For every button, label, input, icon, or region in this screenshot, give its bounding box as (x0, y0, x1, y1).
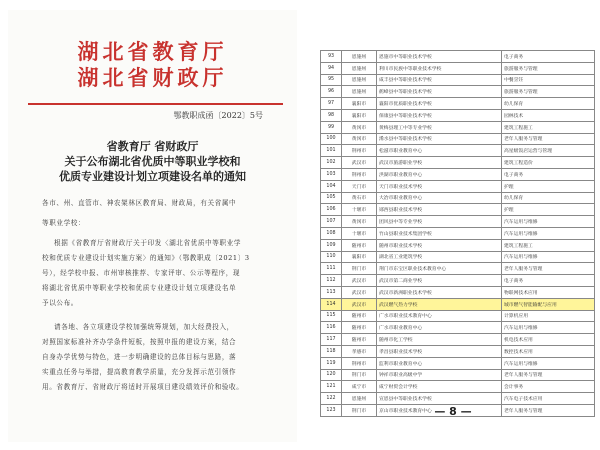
table-cell: 老年人服务与管理 (502, 133, 595, 145)
table-cell: 荆门市 (342, 369, 377, 381)
table-cell: 高星级饭店运营与管理 (502, 145, 595, 157)
table-row (321, 157, 595, 169)
table-cell: 宣恩县中等职业技术学校 (377, 393, 502, 405)
table-row (321, 168, 595, 180)
table-cell: 武汉市第二商业学校 (377, 275, 502, 287)
table-row (321, 239, 595, 251)
table-cell: 武汉燃气热力学校 (377, 298, 502, 310)
table-cell: 黄石市 (342, 192, 377, 204)
table-cell: 洪湖市职业教育中心 (377, 168, 502, 180)
table-cell: 黄梅县理工中等专业学校 (377, 121, 502, 133)
table-cell: 松滋市职业教育中心 (377, 145, 502, 157)
table-cell: 老年人服务与管理 (502, 404, 595, 416)
table-cell: 大冶市职业教育中心 (377, 192, 502, 204)
body-line: 请各地、各立项建设学校加强统筹规划，加大经费投入， (54, 323, 234, 331)
table-cell: 99 (321, 121, 342, 133)
table-cell: 园林技术 (502, 109, 595, 121)
table-cell: 122 (321, 393, 342, 405)
table-cell: 123 (321, 404, 342, 416)
table-cell: 荆门市 (342, 404, 377, 416)
table-cell: 108 (321, 227, 342, 239)
table-cell: 老年人服务与管理 (502, 263, 595, 275)
doc-number: 鄂教职成函〔2022〕5号 (173, 111, 263, 120)
table-row (321, 98, 595, 110)
table-cell: 电子商务 (502, 275, 595, 287)
table-row (321, 275, 595, 287)
table-cell: 京山市职业技术教育中心 (377, 404, 502, 416)
table-cell: 110 (321, 251, 342, 263)
table-cell: 黄冈市 (342, 216, 377, 228)
body-line: 根据《省教育厅省财政厅关于印发〈湖北省优质中等职业学 (54, 239, 242, 247)
table-cell: 随州市职业技术学校 (377, 239, 502, 251)
table-cell: 机电技术应用 (502, 334, 595, 346)
table-cell: 浠水县中等职业技术学校 (377, 133, 502, 145)
table-cell: 118 (321, 345, 342, 357)
table-cell: 荆门市东宝区职业技术教育中心 (377, 263, 502, 275)
table-cell: 孝昌县职业技术学校 (377, 345, 502, 357)
table-cell: 95 (321, 74, 342, 86)
body-line: 等职业学校： (42, 219, 86, 227)
red-divider (28, 103, 283, 105)
table-cell: 建筑工程施工 (502, 121, 595, 133)
table-cell: 111 (321, 263, 342, 275)
table-row (321, 357, 595, 369)
table-cell: 119 (321, 357, 342, 369)
table-cell: 城市燃气智能输配与应用 (502, 298, 595, 310)
body-line: 各市、州、直管市、神农架林区教育局、财政局，有关省属中 (42, 199, 237, 207)
body-line: 自身办学优势与特色，进一步明确建设的总体目标与思路，落 (42, 353, 237, 361)
table-cell: 恩施州 (342, 51, 377, 63)
table-cell: 恩施市中等职业技术学校 (377, 51, 502, 63)
table-cell: 钟祥市职业高级中学 (377, 369, 502, 381)
table-cell: 汽车运用与维修 (502, 357, 595, 369)
body-line: 用。省教育厅、省财政厅将适时开展项目建设绩效评价和验收。 (42, 383, 244, 391)
table-cell: 114 (321, 298, 342, 310)
school-list-table (320, 50, 595, 417)
table-cell: 襄阳市 (342, 109, 377, 121)
table-row (321, 298, 595, 310)
table-cell: 113 (321, 286, 342, 298)
table-row (321, 86, 595, 98)
table-cell: 116 (321, 322, 342, 334)
table-cell: 101 (321, 145, 342, 157)
table-row (321, 62, 595, 74)
table-cell: 随州市 (342, 310, 377, 322)
table-row (321, 121, 595, 133)
table-cell: 随州市化工学校 (377, 334, 502, 346)
page-number: — 8 — (434, 405, 472, 418)
table-cell: 武汉市 (342, 286, 377, 298)
table-cell: 恩施州 (342, 62, 377, 74)
table-cell: 93 (321, 51, 342, 63)
table-cell: 94 (321, 62, 342, 74)
body-line: 对照国家标准补齐办学条件短板，按照申报的建设方案，结合 (42, 338, 237, 346)
table-cell: 郧西县职业技术学校 (377, 204, 502, 216)
table-row (321, 216, 595, 228)
table-row (321, 133, 595, 145)
header-line-1: 湖北省教育厅 (77, 39, 228, 64)
table-cell: 咸丰县中等职业技术学校 (377, 74, 502, 86)
table-cell: 恩施州 (342, 393, 377, 405)
title-line-1: 省教育厅 省财政厅 (106, 140, 199, 153)
table-cell: 襄阳市 (342, 251, 377, 263)
table-cell: 保康县中等职业技术学校 (377, 109, 502, 121)
table-cell: 幼儿保育 (502, 192, 595, 204)
table-cell: 咸宁财贸会计学校 (377, 381, 502, 393)
table-cell: 武汉市新洲职业技术学校 (377, 286, 502, 298)
table-cell: 荆门市 (342, 263, 377, 275)
table-cell: 十堰市 (342, 204, 377, 216)
table-row (321, 345, 595, 357)
table-row (321, 227, 595, 239)
table-cell: 护理 (502, 180, 595, 192)
table-row (321, 180, 595, 192)
table-cell: 115 (321, 310, 342, 322)
right-page (316, 50, 590, 442)
table-row (321, 51, 595, 63)
title-line-2: 关于公布湖北省优质中等职业学校和 (64, 155, 241, 168)
table-cell: 广水市职业教育中心 (377, 322, 502, 334)
table-cell: 106 (321, 204, 342, 216)
table-cell: 武汉市 (342, 298, 377, 310)
table-cell: 利川市民族中等职业技术学校 (377, 62, 502, 74)
table-cell: 100 (321, 133, 342, 145)
table-cell: 98 (321, 109, 342, 121)
table-cell: 孝感市 (342, 345, 377, 357)
table-cell: 随州市 (342, 322, 377, 334)
table-cell: 汽车运用与维修 (502, 322, 595, 334)
table-row (321, 192, 595, 204)
table-cell: 109 (321, 239, 342, 251)
table-cell: 荆州市 (342, 357, 377, 369)
table-cell: 护理 (502, 204, 595, 216)
table-cell: 随州市 (342, 239, 377, 251)
table-cell: 102 (321, 157, 342, 169)
table-row (321, 204, 595, 216)
table-cell: 电子商务 (502, 168, 595, 180)
table-cell: 物联网技术应用 (502, 286, 595, 298)
table-cell: 湖北省工业建筑学校 (377, 251, 502, 263)
table-cell: 咸宁市 (342, 381, 377, 393)
table-cell: 121 (321, 381, 342, 393)
table-cell: 团风县中等专业学校 (377, 216, 502, 228)
table-cell: 武汉市旅游职业学校 (377, 157, 502, 169)
table-cell: 十堰市 (342, 227, 377, 239)
table-row (321, 381, 595, 393)
table-cell: 竹山县职业技术集团学校 (377, 227, 502, 239)
table-row (321, 109, 595, 121)
table-cell: 旅游服务与管理 (502, 62, 595, 74)
table-cell: 120 (321, 369, 342, 381)
table-cell: 建筑工程施工 (502, 239, 595, 251)
table-row (321, 263, 595, 275)
table-cell: 幼儿保育 (502, 98, 595, 110)
header-line-2: 湖北省财政厅 (77, 65, 228, 90)
table-cell: 中餐烹饪 (502, 74, 595, 86)
table-cell: 汽车运用与维修 (502, 216, 595, 228)
left-page (8, 10, 297, 442)
title-line-3: 优质专业建设计划立项建设名单的通知 (59, 170, 246, 183)
table-cell: 电子商务 (502, 51, 595, 63)
table-row (321, 145, 595, 157)
body-line: 将湖北省优质中等职业学校和优质专业建设计划立项建设名单 (42, 284, 237, 292)
table-cell: 汽车电子技术应用 (502, 393, 595, 405)
table-cell: 会计事务 (502, 381, 595, 393)
table-cell: 荆州市 (342, 168, 377, 180)
body-line: 校和优质专业建设计划实施方案〉的通知》（鄂教职成〔2021〕3 (42, 254, 250, 262)
table-cell: 117 (321, 334, 342, 346)
table-cell: 103 (321, 168, 342, 180)
table-row (321, 251, 595, 263)
table-cell: 黄冈市 (342, 121, 377, 133)
table-cell: 老年人服务与管理 (502, 369, 595, 381)
table-row (321, 322, 595, 334)
table-cell: 鹤峰县中等职业技术学校 (377, 86, 502, 98)
table-cell: 恩施州 (342, 86, 377, 98)
table-cell: 襄阳市 (342, 98, 377, 110)
table-cell: 96 (321, 86, 342, 98)
body-line: 予以公布。 (42, 299, 78, 307)
table-row (321, 74, 595, 86)
table-row (321, 393, 595, 405)
table-cell: 107 (321, 216, 342, 228)
table-cell: 襄阳市优质职业技术学校 (377, 98, 502, 110)
body-line: 实重点任务与举措，提高教育教学质量，充分发挥示范引领作 (42, 368, 237, 376)
table-cell: 汽车运用与维修 (502, 251, 595, 263)
table-cell: 天门市 (342, 180, 377, 192)
table-cell: 112 (321, 275, 342, 287)
body-line: 号），经学校申报、市州审核推荐、专家评审、公示等程序，现 (42, 269, 241, 277)
table-cell: 武汉市 (342, 275, 377, 287)
table-cell: 97 (321, 98, 342, 110)
table-row (321, 286, 595, 298)
table-row (321, 310, 595, 322)
table-cell: 恩施州 (342, 74, 377, 86)
table-cell: 随州市 (342, 334, 377, 346)
table-cell: 广水市职业技术教育中心 (377, 310, 502, 322)
table-cell: 105 (321, 192, 342, 204)
table-cell: 计算机应用 (502, 310, 595, 322)
table-cell: 汽车运用与维修 (502, 227, 595, 239)
table-row (321, 334, 595, 346)
table-row (321, 369, 595, 381)
table-cell: 数控技术应用 (502, 345, 595, 357)
table-cell: 荆州市 (342, 145, 377, 157)
table-cell: 天门市职业技术学校 (377, 180, 502, 192)
table-cell: 旅游服务与管理 (502, 86, 595, 98)
table-cell: 104 (321, 180, 342, 192)
table-cell: 建筑工程造价 (502, 157, 595, 169)
table-cell: 黄冈市 (342, 133, 377, 145)
table-cell: 武汉市 (342, 157, 377, 169)
table-cell: 监利市职业教育中心 (377, 357, 502, 369)
